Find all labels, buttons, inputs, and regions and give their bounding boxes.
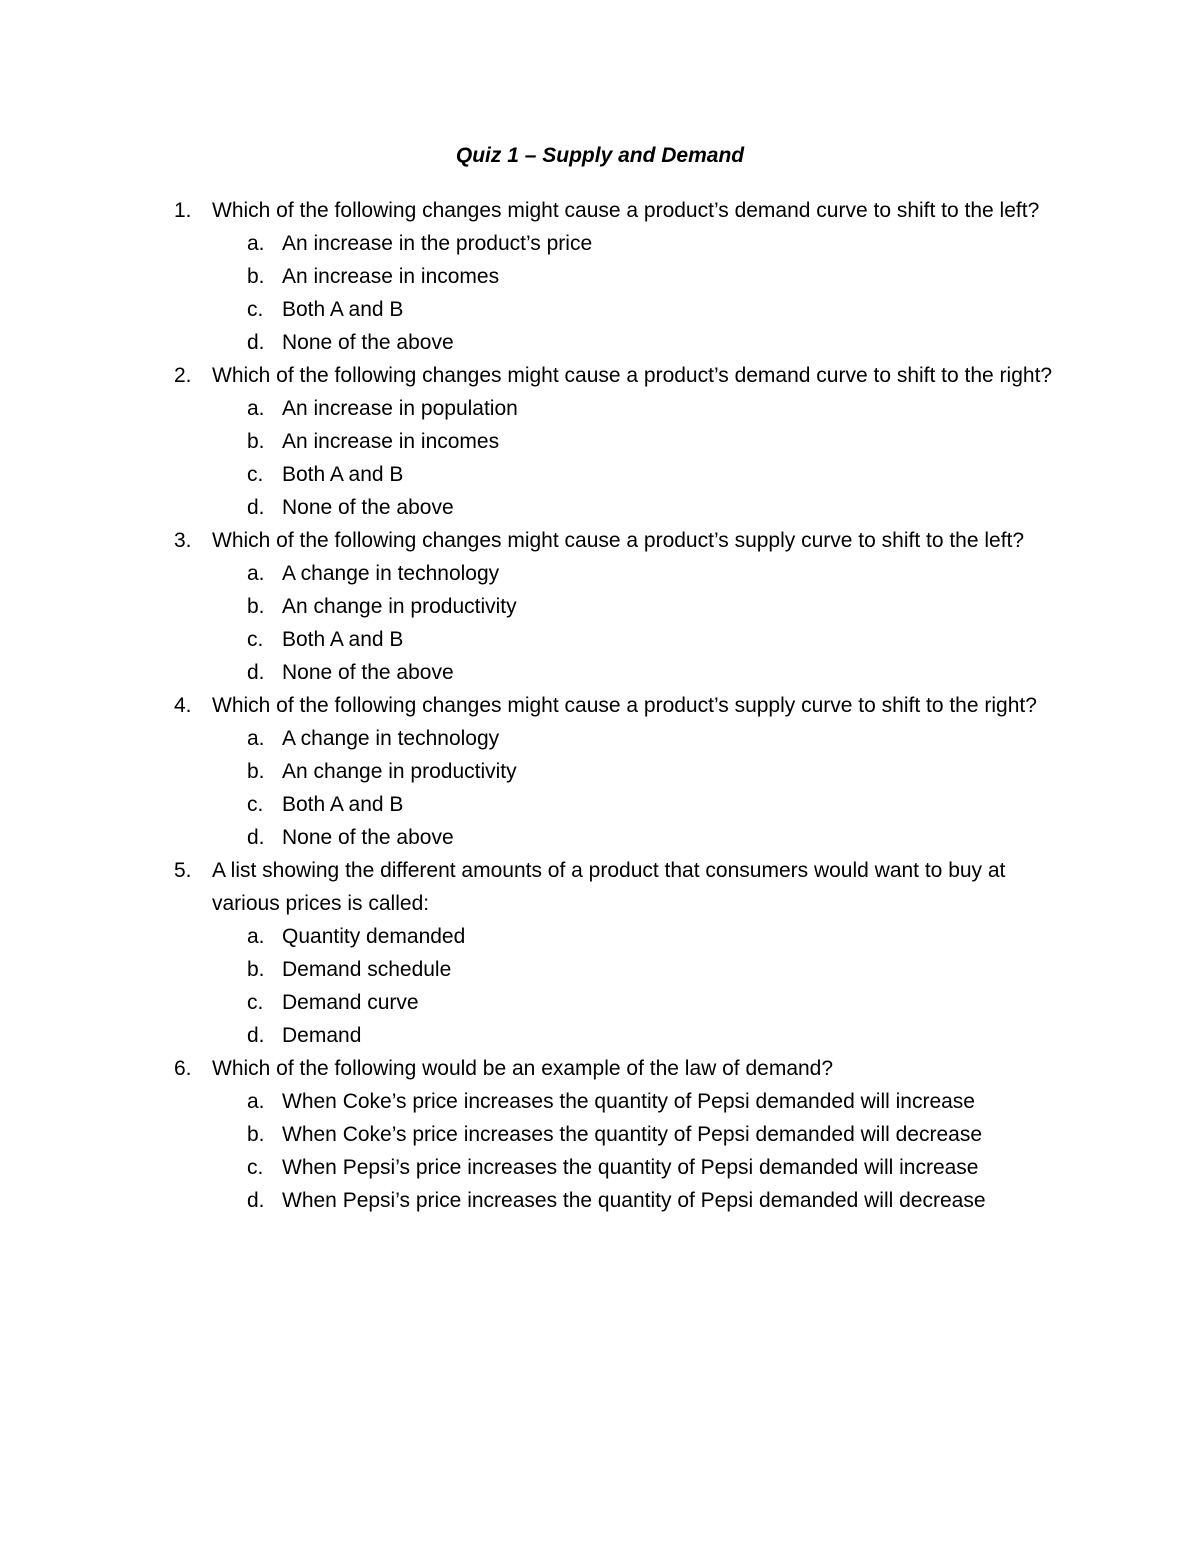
answer-option: [212, 656, 1072, 689]
answer-option: [212, 821, 1072, 854]
option-letter: b.: [247, 760, 265, 783]
answer-option: [212, 293, 1072, 326]
answer-option: [212, 623, 1072, 656]
question-number: 4.: [174, 694, 192, 717]
option-letter: a.: [247, 925, 265, 948]
answer-option: [212, 557, 1072, 590]
question-text: Which of the following changes might cause a product’s supply curve to shift to the right?: [212, 694, 1037, 717]
answer-option: [212, 788, 1072, 821]
question-number: 6.: [174, 1057, 192, 1080]
option-text: Both A and B: [282, 298, 404, 321]
answer-option: [212, 425, 1072, 458]
answer-option: [212, 1085, 1072, 1118]
option-text: Demand curve: [282, 991, 419, 1014]
answer-option: [212, 590, 1072, 623]
page-title: Quiz 1 – Supply and Demand: [455, 144, 745, 167]
option-letter: c.: [247, 628, 264, 651]
option-letter: b.: [247, 958, 265, 981]
question-text: A list showing the different amounts of a product that consumers would want to buy at various prices is called:: [212, 859, 1006, 915]
question-item: [0, 524, 1072, 689]
answer-option: [212, 1151, 1072, 1184]
answer-option: [212, 458, 1072, 491]
question-list: [0, 194, 1200, 1217]
option-letter: d.: [247, 331, 265, 354]
option-text: Both A and B: [282, 628, 404, 651]
option-text: An increase in incomes: [282, 430, 500, 453]
question-number: 1.: [174, 199, 192, 222]
answer-option: [212, 1184, 1072, 1217]
answer-option: [212, 326, 1072, 359]
question-number: 2.: [174, 364, 192, 387]
option-letter: a.: [247, 1090, 265, 1113]
option-text: An increase in incomes: [282, 265, 500, 288]
question-number: 5.: [174, 859, 192, 882]
option-text: An change in productivity: [282, 595, 517, 618]
question-number: 3.: [174, 529, 192, 552]
question-item: [0, 359, 1072, 524]
option-letter: a.: [247, 232, 265, 255]
option-letter: d.: [247, 1189, 265, 1212]
answer-option: [212, 227, 1072, 260]
answer-option: [212, 986, 1072, 1019]
answer-option: [212, 953, 1072, 986]
option-letter: d.: [247, 826, 265, 849]
option-letter: c.: [247, 1156, 264, 1179]
answer-options: [212, 1085, 1072, 1217]
option-text: None of the above: [282, 826, 454, 849]
option-letter: b.: [247, 595, 265, 618]
answer-option: [212, 722, 1072, 755]
question-text: Which of the following changes might cause a product’s demand curve to shift to the right?: [212, 364, 1053, 387]
option-letter: d.: [247, 661, 265, 684]
answer-option: [212, 260, 1072, 293]
option-letter: d.: [247, 1024, 265, 1047]
option-text: When Coke’s price increases the quantity of Pepsi demanded will increase: [282, 1090, 975, 1113]
option-text: An increase in the product’s price: [282, 232, 593, 255]
option-text: Both A and B: [282, 793, 404, 816]
option-letter: c.: [247, 298, 264, 321]
answer-option: [212, 392, 1072, 425]
option-letter: c.: [247, 991, 264, 1014]
option-letter: b.: [247, 1123, 265, 1146]
option-text: When Coke’s price increases the quantity of Pepsi demanded will decrease: [282, 1123, 982, 1146]
answer-option: [212, 755, 1072, 788]
option-text: None of the above: [282, 661, 454, 684]
option-text: An increase in population: [282, 397, 518, 420]
option-text: Demand: [282, 1024, 362, 1047]
option-text: When Pepsi’s price increases the quantity of Pepsi demanded will increase: [282, 1156, 979, 1179]
option-letter: c.: [247, 793, 264, 816]
option-text: Quantity demanded: [282, 925, 466, 948]
question-text: Which of the following changes might cause a product’s demand curve to shift to the left?: [212, 199, 1040, 222]
option-letter: b.: [247, 265, 265, 288]
option-text: None of the above: [282, 496, 454, 519]
option-letter: a.: [247, 562, 265, 585]
answer-option: [212, 491, 1072, 524]
answer-options: [212, 227, 1072, 359]
option-letter: d.: [247, 496, 265, 519]
question-item: [0, 854, 1072, 1052]
option-text: A change in technology: [282, 562, 500, 585]
answer-option: [212, 920, 1072, 953]
option-text: A change in technology: [282, 727, 500, 750]
question-item: [0, 689, 1072, 854]
option-text: Both A and B: [282, 463, 404, 486]
answer-options: [212, 557, 1072, 689]
option-letter: b.: [247, 430, 265, 453]
answer-options: [212, 722, 1072, 854]
answer-options: [212, 392, 1072, 524]
question-text: Which of the following changes might cause a product’s supply curve to shift to the left?: [212, 529, 1025, 552]
option-text: None of the above: [282, 331, 454, 354]
option-letter: c.: [247, 463, 264, 486]
option-letter: a.: [247, 727, 265, 750]
answer-options: [212, 920, 1072, 1052]
option-letter: a.: [247, 397, 265, 420]
answer-option: [212, 1019, 1072, 1052]
answer-option: [212, 1118, 1072, 1151]
question-item: [0, 194, 1072, 359]
question-item: [0, 1052, 1072, 1217]
option-text: When Pepsi’s price increases the quantity of Pepsi demanded will decrease: [282, 1189, 986, 1212]
option-text: Demand schedule: [282, 958, 452, 981]
option-text: An change in productivity: [282, 760, 517, 783]
question-text: Which of the following would be an example of the law of demand?: [212, 1057, 834, 1080]
